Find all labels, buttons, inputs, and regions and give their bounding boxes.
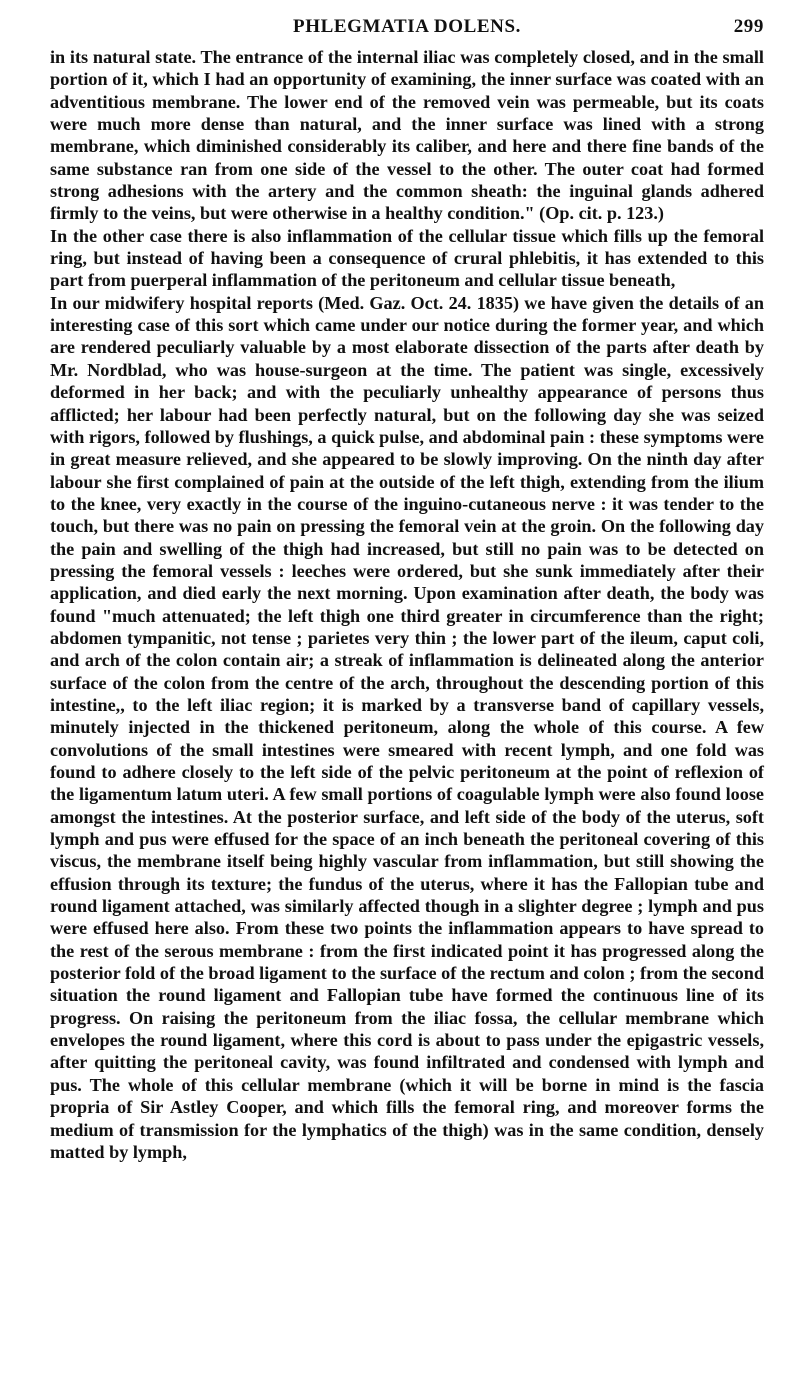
paragraph-2: In the other case there is also inflammation of the cellular tissue which fills up the femoral ring, but instead of having been a consequence of crural phlebitis, it has extended to this part from puerperal inflammation of the peritoneum and cellular tissue beneath, xyxy=(50,225,764,291)
paragraph-3: In our midwifery hospital reports (Med. Gaz. Oct. 24. 1835) we have given the details of an interesting case of this sort which came under our notice during the former year, and which are rendered peculiarly valuable by a most elaborate dissection of the parts after death by Mr. Nordblad, who was house-surgeon at the time. The patient was single, excessively deformed in her back; and with the peculiarly unhealthy appearance of persons thus afflicted; her labour had been perfectly natural, but on the following day she was seized with rigors, followed by flushings, a quick pulse, and abdominal pain : these symptoms were in great measure relieved, and she appeared to be slowly improving. On the ninth day after labour she first complained of pain at the outside of the left thigh, extending from the ilium to the knee, very exactly in the course of the inguino-cutaneous nerve : it was tender to the touch, but there was no pain on pressing the femoral vein at the groin. On the following day the pain and swelling of the thigh had increased, but still no pain was to be detected on pressing the femoral vessels : leeches were ordered, but she sunk immediately after their application, and died early the next morning. Upon examination after death, the body was found "much attenuated; the left thigh one third greater in circumference than the right; abdomen tympanitic, not tense ; parietes very thin ; the lower part of the ileum, caput coli, and arch of the colon contain air; a streak of inflammation is delineated along the anterior surface of the colon from the centre of the arch, throughout the descending portion of this intestine,, to the left iliac region; it is marked by a transverse band of capillary vessels, minutely injected in the thickened peritoneum, along the whole of this course. A few convolutions of the small intestines were smeared with recent lymph, and one fold was found to adhere closely to the left side of the pelvic peritoneum at the point of reflexion of the ligamentum latum uteri. A few small portions of coagulable lymph were also found loose amongst the intestines. At the posterior surface, and left side of the body of the uterus, soft lymph and pus were effused for the space of an inch beneath the peritoneal covering of this viscus, the membrane itself being highly vascular from inflammation, but still showing the effusion through its texture; the fundus of the uterus, where it has the Fallopian tube and round ligament attached, was similarly affected though in a slighter degree ; lymph and pus were effused here also. From these two points the inflammation appears to have spread to the rest of the serous membrane : from the first indicated point it has progressed along the posterior fold of the broad ligament to the surface of the rectum and colon ; from the second situation the round ligament and Fallopian tube have formed the continuous line of its progress. On raising the peritoneum from the iliac fossa, the cellular membrane which envelopes the round ligament, where this cord is about to pass under the epigastric vessels, after quitting the peritoneal cavity, was found infiltrated and condensed with lymph and pus. The whole of this cellular membrane (which it will be borne in mind is the fascia propria of Sir Astley Cooper, and which fills the femoral ring, and moreover forms the medium of transmission for the lymphatics of the thigh) was in the same condition, densely matted by lymph, xyxy=(50,292,764,1162)
page-header xyxy=(50,12,764,40)
paragraph-1: in its natural state. The entrance of the internal iliac was completely closed, and in the small portion of it, which I had an opportunity of examining, the inner surface was coated with an adventitious membrane. The lower end of the removed vein was permeable, but its coats were much more dense than natural, and the inner surface was lined with a strong membrane, which diminished considerably its caliber, and here and there fine bands of the same substance ran from one side of the vessel to the other. The outer coat had formed strong adhesions with the artery and the common sheath: the inguinal glands adhered firmly to the veins, but were otherwise in a healthy condition." (Op. cit. p. 123.) xyxy=(50,47,764,224)
body-text xyxy=(50,46,764,1163)
book-page xyxy=(50,12,764,1163)
page-number: 299 xyxy=(733,16,764,37)
running-title: PHLEGMATIA DOLENS. xyxy=(293,16,521,37)
